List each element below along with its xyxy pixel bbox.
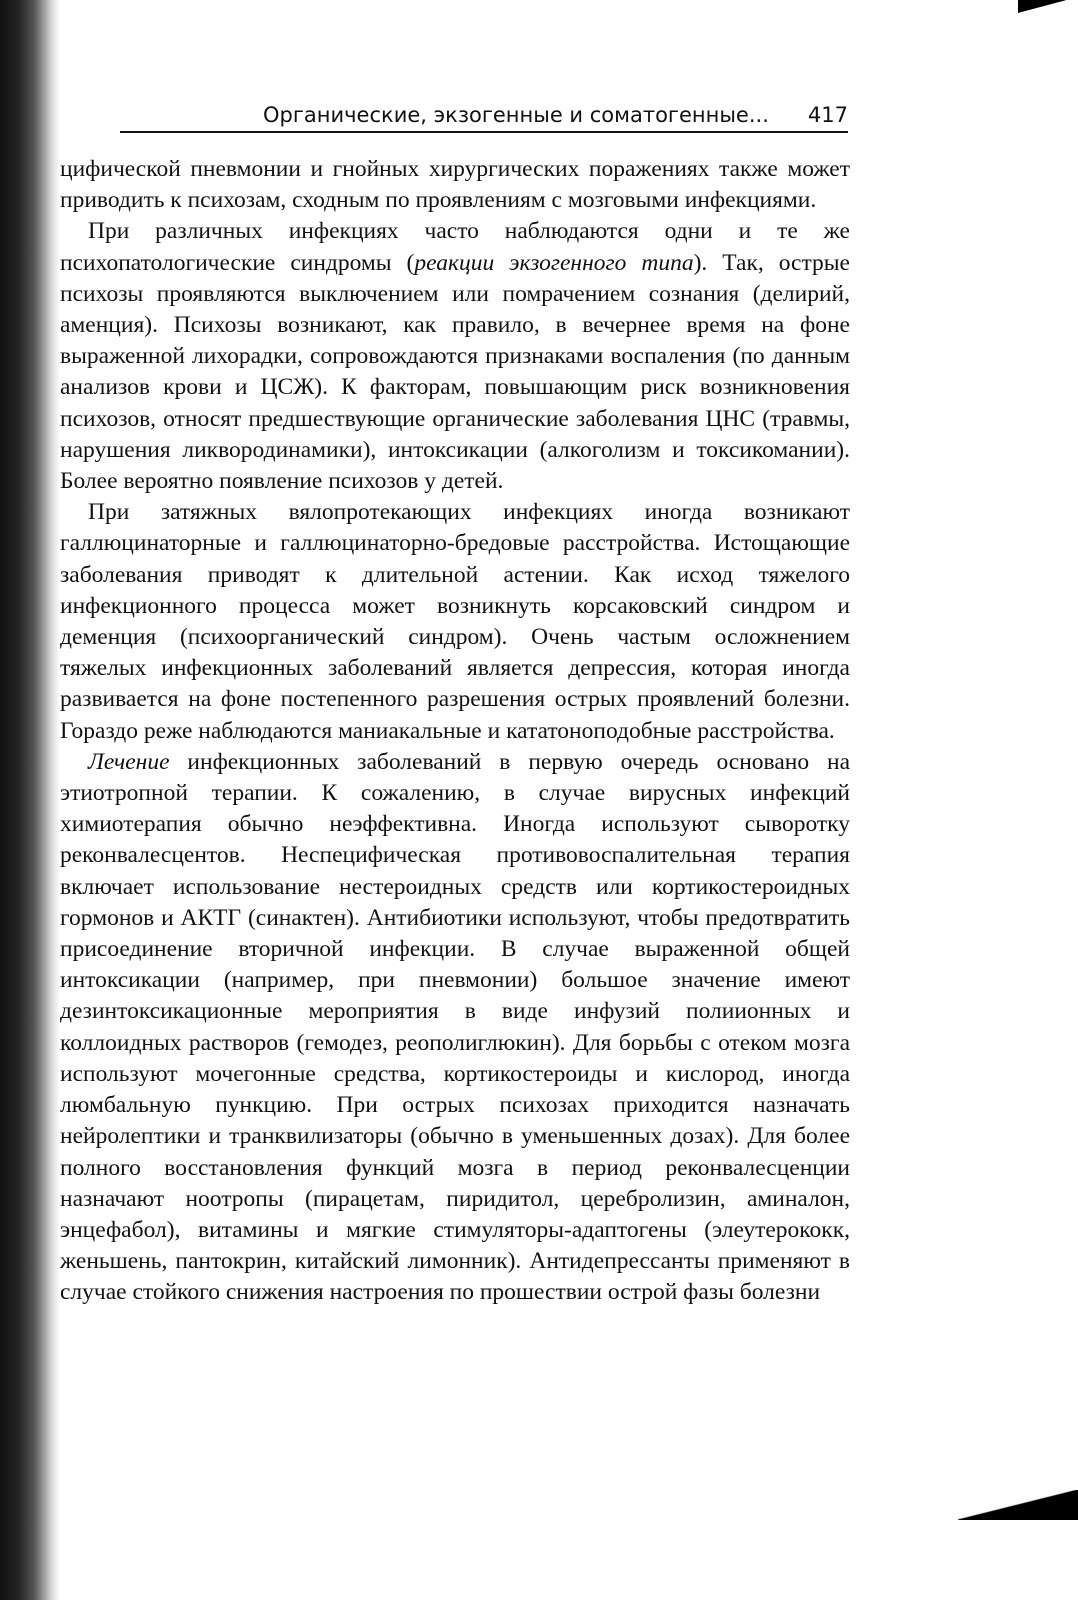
scan-corner-top-right	[1018, 0, 1078, 16]
paragraph-2: При различных инфекциях часто наблюдаются одни и те же психопатологические синдромы (реакции экзогенного типа). Так, острые психозы проявляются выключением или помрачением сознания (делирий, аменция). Психозы возникают, как правило, в вечернее время на фоне выраженной лихорадки, сопровождаются признаками воспаления (по данным анализов крови и ЦСЖ). К факторам, повышающим риск возникновения психозов, относят предшествующие органические заболевания ЦНС (травмы, нарушения ликвородинамики), интоксикации (алкоголизм и токсикомании). Более вероятно появление психозов у детей.	[60, 218, 850, 495]
paragraph-4: Лечение инфекционных заболеваний в первую очередь основано на этиотропной терапии. К сожалению, в случае вирусных инфекций химиотерапия обычно неэффективна. Иногда используют сыворотку реконвалесцентов. Неспецифическая противовоспалительная терапия включает использование нестероидных средств или кортикостероидных гормонов и АКТГ (синактен). Антибиотики используют, чтобы предотвратить присоединение вторичной инфекции. В случае выраженной общей интоксикации (например, при пневмонии) большое значение имеют дезинтоксикационные мероприятия в виде инфузий полиионных и коллоидных растворов (гемодез, реополиглюкин). Для борьбы с отеком мозга используют мочегонные средства, кортикостероиды и кислород, иногда люмбальную пункцию. При острых психозах приходится назначать нейролептики и транквилизаторы (обычно в уменьшенных дозах). Для более полного восстановления функций мозга в период реконвалесценции назначают ноотропы (пирацетам, пиридитол, церебролизин, аминалон, энцефабол), витамины и мягкие стимуляторы-адаптогены (элеутерококк, женьшень, пантокрин, китайский лимонник). Антидепрессанты применяют в случае стойкого снижения настроения по прошествии острой фазы болезни	[60, 748, 850, 1306]
body-text	[60, 154, 850, 1309]
page-number: 417	[807, 103, 848, 127]
scan-corner-bottom-right	[958, 1490, 1078, 1520]
binding-shadow	[0, 0, 60, 1600]
running-header	[263, 103, 848, 127]
paragraph-3: При затяжных вялопротекающих инфекциях иногда возникают галлюцинаторные и галлюцинаторно-бредовые расстройства. Истощающие заболевания приводят к длительной астении. Как исход тяжелого инфекционного процесса может возникнуть корсаковский синдром и деменция (психоорганический синдром). Очень частым осложнением тяжелых инфекционных заболеваний является депрессия, которая иногда развивается на фоне постепенного разрешения острых проявлений болезни. Гораздо реже наблюдаются маниакальные и кататоноподобные расстройства.	[60, 499, 850, 744]
italic-term: реакции экзогенного типа	[414, 249, 694, 276]
header-rule	[120, 131, 848, 133]
running-title: Органические, экзогенные и соматогенные...	[263, 103, 769, 127]
paragraph-1: цифической пневмонии и гнойных хирургических поражениях также может приводить к психозам, сходным по проявлениям с мозговыми инфекциями.	[60, 156, 850, 214]
italic-term: Лечение	[88, 748, 170, 775]
